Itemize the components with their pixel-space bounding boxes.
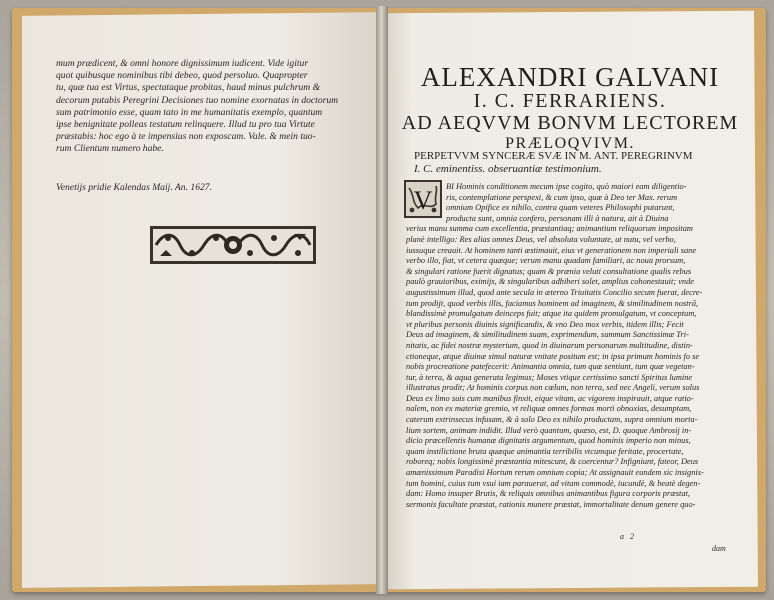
body-line: caterum extrinsecus infusam, & à solo Deo ex nihilo productam, supra omnium morta- <box>406 415 698 425</box>
body-line: producta sunt, omnia confero, personam illi à natura, ait à Diuina <box>446 213 669 223</box>
body-line: nitatis, ac fidei nostræ mysterium, quod in diuinarum personarum multitudine, distin- <box>406 340 693 350</box>
body-line: verbo illo, fiat, vt cetera quæque; verum manu quadam familiari, ac noua prorsum, <box>406 256 686 266</box>
body-line: omnium Opifice ex nihilo, contra quam veteres Philosophi putarunt, <box>446 203 675 213</box>
text-line: quot quibusque nominibus tibi debeo, quod persoluo. Quapropter <box>56 70 308 82</box>
body-line: tur, à terra, & aqua generata legimus; Moses vtique certissimo sancti Spiritus lumine <box>406 372 693 382</box>
body-line: quam instilictione bruta quæque animantia terribilis vtcumque feritate, procertate, <box>406 446 684 456</box>
body-line: Deus ad imaginem, & similitudinem suam, exprimendum, summum Sanctissimæ Tri- <box>406 330 689 340</box>
right-page-body <box>406 182 746 510</box>
body-line: tum homini, cuius tum vsui iam parauerat, ad vitam commodè, iucundè, & beatè degen- <box>406 478 701 488</box>
title-preface: PRÆLOQVIVM. <box>505 135 635 152</box>
body-line: illustratus prodit; At hominis corpus non cœlum, non terra, sed nec Angeli, verum solus <box>406 383 700 393</box>
dedication-signoff: Venetijs pridie Kalendas Maij. An. 1627. <box>56 182 212 193</box>
text-line: mum prædicent, & omni honore dignissimum iudicent. Vide igitur <box>56 58 309 69</box>
body-line: iussuque creauit. At hominem tanti æstimauit, eius vt generationem non imperiali sane <box>406 245 697 255</box>
signature-mark: a 2 <box>620 532 636 541</box>
body-line: sermonis facultate præstat, rationis munere præstat, immortalitate denum genere quo- <box>406 499 696 509</box>
decorated-initial <box>404 180 442 218</box>
body-line: blandissimè promulgatum deinceps fuit; atque ita quidem promulgatum, vt conceptum, <box>406 309 697 319</box>
text-line: rum Clientum numero habe. <box>56 143 164 155</box>
title-dedication: AD AEQVVM BONVM LECTOREM <box>401 112 739 134</box>
body-line: dam: Homo insuper Brutis, & reliquis omnibus animantibus figura corporis præstat, <box>406 489 690 499</box>
body-line: paulò grauioribus, eximijs, & singularibus adhiberi solet, amplius cohonestauit; vnde <box>406 277 694 287</box>
subtitle-line: I. C. eminentiss. obseruantiæ testimonium. <box>414 163 602 175</box>
left-page-text <box>56 58 356 156</box>
body-line: Deus ex limo suis cum manibus finxit, eique vitam, ac vigorem inspirauit, atque ratio- <box>406 393 694 403</box>
text-line: præstabis: hoc ego à te impensius non exposcam. Vale. & mein tuo- <box>56 131 316 143</box>
body-line: roboreq; nobis longissimè præstantia mitescunt, & coercentur? Infigniunt, fateor, Deus <box>406 457 699 467</box>
body-line: amænissimum Paradisi Hortum rerum omnium copia; At assignauit eundem sic insignis- <box>406 468 704 478</box>
text-line: sum patrimonio esse, quam tato in me humanitatis exemplo, quantum <box>56 106 323 118</box>
body-line: ctioneque, atque diuinæ simul naturæ vnitate positum est; in ipsa primum hominis fo se <box>406 351 700 361</box>
initial-letter: V <box>413 186 433 215</box>
title-author-name: ALEXANDRI GALVANI <box>420 62 720 92</box>
body-line: verius manu summa cum excellentia, præstantiaq; animantium reliquorum impositam <box>406 224 693 234</box>
body-line: nalem, non ex materiæ gremio, vt reliquæ omnes formas morti obnoxias, desumptam, <box>406 404 692 414</box>
body-line: tum prodijt, quod verbis illis, faciamus hominem ad imaginem, & similitudinem nostrã, <box>406 298 699 308</box>
body-line: lium sortem, animam indidit. Illud verò quantum, quæso, est, D. quoque Ambrosij in- <box>406 425 692 435</box>
body-line: BI Hominis conditionem mecum ipse cogito, quò maiori eam diligentio- <box>446 182 687 191</box>
body-line: augustissimum illud, quod ante secula in æterno Triuitatis Concilio secum fuerat, decre- <box>406 287 703 297</box>
subtitle-block <box>414 150 744 176</box>
body-line: & singulari ratione fuerit dignatus; quam & prænia veluti consultatione qualis rebus <box>406 266 692 276</box>
title-author-origin: I. C. FERRARIENS. <box>473 90 667 112</box>
body-line: planè intelligo: Res alias omnes Deus, vel absoluta voluntate, ut nutu, vel verbo, <box>406 234 676 244</box>
body-line: vt pluribus personis diuinis significandis, & vno Deo mox verbis, itidem illis; Fecit <box>406 319 684 329</box>
body-line: ris, contemplatione perspexi, & cum ipso, quæ à Deo ter Max. rerum <box>446 192 678 202</box>
body-line: nobis procreatione patefecerit: Animantia omnia, tum quæ sentiunt, tum quæ vegetan- <box>406 362 695 372</box>
text-line: ipse benignitate polleas testatum relinquere. Illud tu pro tua Virtute <box>56 119 315 131</box>
catchword: dam <box>712 544 726 553</box>
text-line: decorum putabis Peregrini Decisiones tuo nomine exornatas in doctorum <box>56 94 339 106</box>
woodcut-ornament <box>150 226 316 264</box>
subtitle-line: PERPETVVM SYNCERÆ SVÆ IN M. ANT. PEREGRINVM <box>414 150 693 162</box>
body-line: dicio præcellentis humanæ dignitatis argumentum, quod hominis imperio non minus, <box>406 436 691 446</box>
text-line: tu, quæ tua est Virtus, spectataque probitas, haud minus pulchrum & <box>56 82 321 94</box>
